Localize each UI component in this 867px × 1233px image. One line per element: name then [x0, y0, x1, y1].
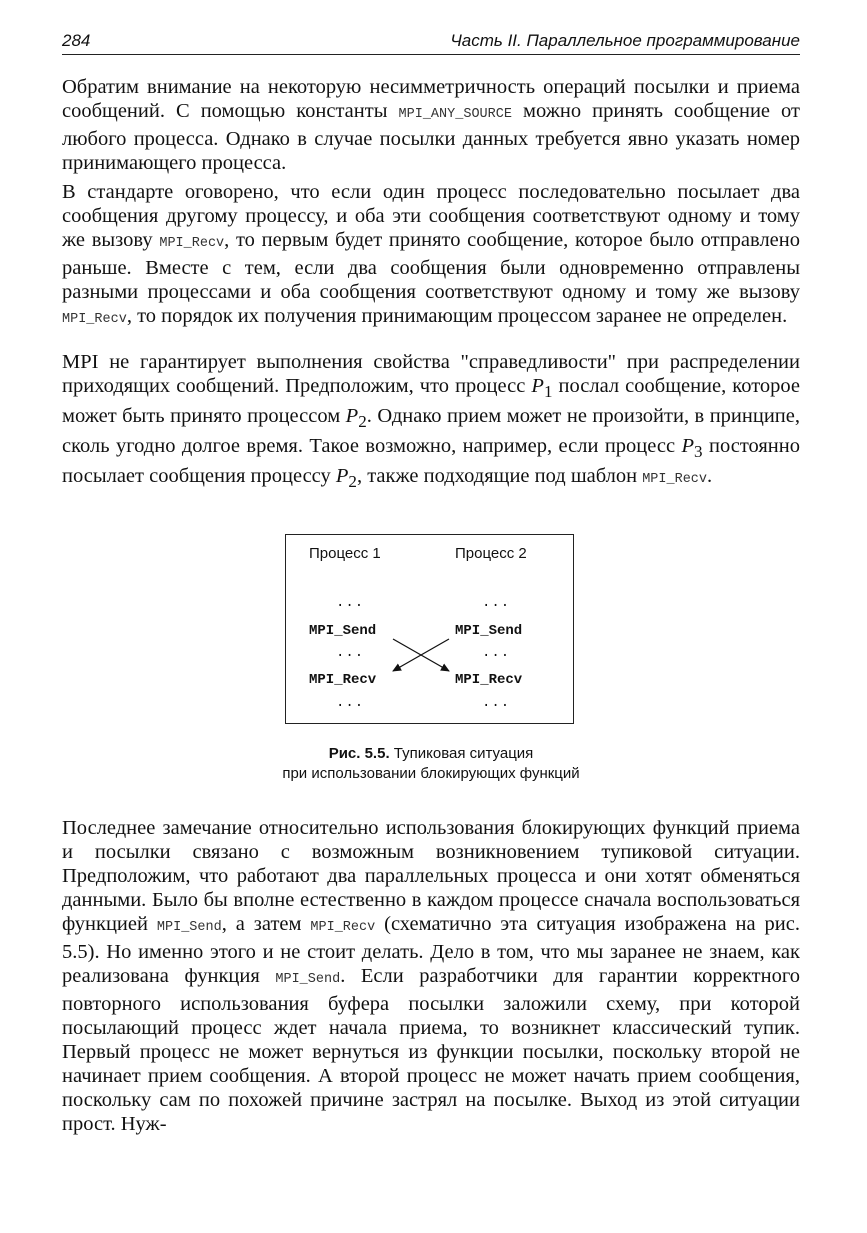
subscript: 2 [358, 412, 367, 432]
code-mpi-recv: MPI_Recv [310, 920, 376, 935]
text: . Если разработчики для гарантии корректного повторного использования буфера посылки заложили схему, при которой посылающий процесс ждет начала приема, то возникнет классический тупик. Первый процесс не может вернуться из функции посылки, поскольку второй не начинает прием сообщения. А второй процесс не может начать прием сообщения, поскольку сам по похожей причине застрял на посылке. Выход из этой ситуации прост. Нуж- [62, 965, 800, 1135]
code-any-source: MPI_ANY_SOURCE [398, 107, 512, 122]
text: постоянно посылает сообщения процессу [62, 435, 800, 488]
subscript: 2 [348, 472, 357, 492]
text: , а затем [221, 913, 311, 935]
caption-line-1: Тупиковая ситуация [393, 745, 534, 762]
paragraph-4 [62, 816, 800, 1136]
caption-label: Рис. 5.5. [328, 745, 390, 762]
text: послал сообщение, которое может быть принято процессом [62, 375, 800, 428]
text: можно принять сообщение от любого процесса. Однако в случае посылки данных требуется явно указать номер принимающего процесса. [62, 100, 800, 174]
paragraph-2 [62, 180, 800, 332]
dots: ... [336, 645, 365, 661]
text: . Однако прием может не произойти, в принципе, сколь угодно долгое время. Такое возможно, например, если процесс [62, 405, 800, 458]
process-2-send: MPI_Send [455, 623, 523, 639]
process-1-title: Процесс 1 [309, 545, 381, 562]
text: . [707, 465, 713, 488]
text: , также подходящие под шаблон [356, 465, 643, 488]
running-title: Часть II. Параллельное программирование [450, 31, 800, 50]
text: Последнее замечание относительно использования блокирующих функций приема и посылки связано с возможным возникновением тупиковой ситуации. Предположим, что работают два параллельных процесса и они хотят обменяться данными. Было бы вполне естественно в каждом процессе сначала воспользоваться функцией [62, 817, 800, 935]
dots: ... [336, 695, 365, 711]
code-mpi-recv: MPI_Recv [642, 472, 708, 488]
dots: ... [482, 695, 511, 711]
process-2-recv: MPI_Recv [455, 672, 523, 688]
process-2-title: Процесс 2 [455, 545, 527, 562]
code-mpi-send: MPI_Send [156, 920, 222, 935]
var-p: P [345, 405, 359, 428]
code-mpi-send: MPI_Send [275, 972, 341, 987]
figure-caption [62, 744, 800, 784]
dots: ... [482, 645, 511, 661]
paragraph-3 [62, 350, 800, 494]
text: MPI не гарантирует выполнения свойства "справедливости" при распределении приходящих сообщений. Предположим, что процесс [62, 351, 800, 397]
subscript: 1 [543, 382, 553, 402]
subscript: 3 [694, 442, 703, 462]
var-p: P [681, 435, 695, 458]
figure-deadlock-diagram [285, 534, 574, 724]
paragraph-1 [62, 75, 800, 175]
text: В стандарте оговорено, что если один процесс последовательно посылает два сообщения другому процессу, и оба эти сообщения соответствуют одному и тому же вызову [62, 181, 800, 251]
caption-line-2: при использовании блокирующих функций [282, 765, 580, 782]
dots: ... [336, 595, 365, 611]
process-1-recv: MPI_Recv [309, 672, 377, 688]
text: Обратим внимание на некоторую несимметричность операций посылки и приема сообщений. С помощью константы [62, 76, 800, 122]
code-mpi-recv: MPI_Recv [159, 236, 225, 251]
process-1-send: MPI_Send [309, 623, 377, 639]
code-mpi-recv: MPI_Recv [62, 312, 127, 327]
cross-arrows [286, 535, 575, 725]
dots: ... [482, 595, 511, 611]
page-number: 284 [62, 31, 91, 50]
text: , то порядок их получения принимающим процессом заранее не определен. [126, 305, 788, 327]
text: , то первым будет принято сообщение, которое было отправлено раньше. Вместе с тем, если два сообщения были одновременно отправлены разными процессами и оба сообщения соответствуют одному и тому же вызову [62, 229, 800, 303]
page-header [62, 30, 800, 55]
var-p: P [531, 375, 544, 397]
text: (схематично эта ситуация изображена на рис. 5.5). Но именно этого и не стоит делать. Дело в том, что мы заранее не знаем, как реализована функция [62, 913, 800, 987]
var-p: P [335, 465, 349, 488]
